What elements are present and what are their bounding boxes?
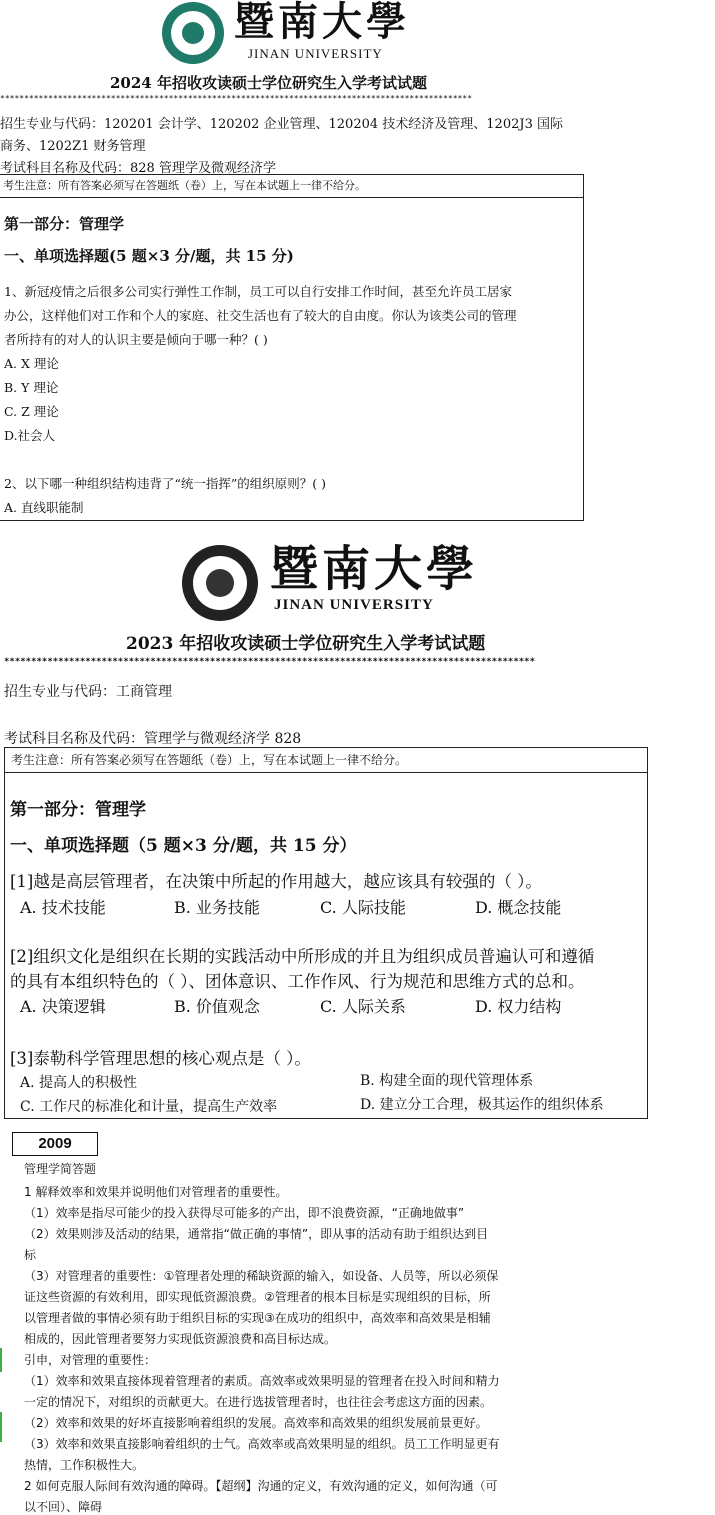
note-line: （3）效率和效果直接影响着组织的士气。高效率或高效果明显的组织。员工工作明显更有	[24, 1437, 500, 1451]
year-label: 2009	[12, 1132, 98, 1156]
notes-heading: 管理学简答题	[24, 1162, 97, 1176]
q2-option-a: A. 直线职能制	[4, 500, 84, 515]
q1-option-a: A. 技术技能	[20, 898, 106, 917]
university-name-en: JINAN UNIVERSITY	[248, 46, 383, 61]
q1-option-c: C. 人际技能	[320, 898, 406, 917]
note-line: （2）效率和效果的好坏直接影响着组织的发展。高效率和高效果的组织发展前景更好。	[24, 1416, 488, 1430]
notice: 考生注意：所有答案必须写在答题纸（卷）上，写在本试题上一律不给分。	[0, 175, 583, 198]
major-line-1: 招生专业与代码：120201 会计学、120202 企业管理、120204 技术经济及管理、1202J3 国际	[0, 117, 563, 132]
university-name-en: JINAN UNIVERSITY	[274, 597, 434, 613]
major-line-2: 商务、1202Z1 财务管理	[0, 139, 146, 154]
q2-option-c: C. 人际关系	[320, 997, 406, 1016]
note-line: 热情，工作积极性大。	[24, 1458, 145, 1472]
part-heading: 第一部分：管理学	[4, 215, 125, 233]
university-seal-icon	[182, 545, 258, 621]
note-line: 证这些资源的有效利用，即实现低资源浪费。②管理者的根本目标是实现组织的目标，所	[24, 1290, 491, 1304]
q1-line-3: 者所持有的对人的认识主要是倾向于哪一种？( )	[4, 332, 268, 347]
q2-line: 2、以下哪一种组织结构违背了“统一指挥”的组织原则？( )	[4, 476, 326, 491]
note-line: （2）效果则涉及活动的结果，通常指“做正确的事情”，即从事的活动有助于组织达到目	[24, 1227, 489, 1241]
q2-option-b: B. 价值观念	[174, 997, 260, 1016]
q3-line: [3]泰勒科学管理思想的核心观点是（ ）。	[10, 1049, 311, 1068]
q1-option-d: D.社会人	[4, 428, 56, 443]
university-logo	[182, 541, 479, 621]
part-heading: 第一部分：管理学	[10, 800, 146, 820]
note-line: 以管理者做的事情必须有助于组织目标的实现③在成功的组织中，高效率和高效果是相辅	[24, 1311, 491, 1325]
exam-title: 2024 年招收攻读硕士学位研究生入学考试试题	[110, 74, 427, 92]
note-line: 相成的，因此管理者要努力实现低资源浪费和高目标达成。	[24, 1332, 337, 1346]
notes-2009-page	[0, 1122, 715, 1514]
q1-line: [1]越是高层管理者，在决策中所起的作用越大，越应该具有较强的（ ）。	[10, 872, 542, 891]
q1-option-c: C. Z 理论	[4, 404, 59, 419]
university-logo	[162, 2, 410, 64]
q2-option-a: A. 决策逻辑	[20, 997, 106, 1016]
university-seal-icon	[162, 2, 224, 64]
q3-option-b: B. 构建全面的现代管理体系	[360, 1073, 534, 1089]
q1-option-b: B. 业务技能	[174, 898, 260, 917]
star-divider: **************************************************************************************************	[4, 657, 536, 667]
q3-option-c: C. 工作尺的标准化和计量，提高生产效率	[20, 1099, 278, 1115]
q1-option-a: A. X 理论	[4, 356, 59, 371]
note-line: 一定的情况下，对组织的贡献更大。在进行选拔管理者时，也往往会考虑这方面的因素。	[24, 1395, 493, 1409]
q3-option-d: D. 建立分工合理，极其运作的组织体系	[360, 1097, 604, 1113]
note-line: 1 解释效率和效果并说明他们对管理者的重要性。	[24, 1185, 288, 1199]
subject-line: 考试科目名称及代码：管理学与微观经济学 828	[4, 731, 302, 747]
note-line: 2 如何克服人际间有效沟通的障碍。【超纲】沟通的定义，有效沟通的定义，如何沟通（可	[24, 1479, 498, 1493]
star-divider: **************************************************************************************************	[0, 94, 473, 103]
subject-line: 考试科目名称及代码：828 管理学及微观经济学	[0, 161, 276, 176]
q2-line-2: 的具有本组织特色的（ ）、团体意识、工作作风、行为规范和思维方式的总和。	[10, 972, 585, 991]
margin-marker	[0, 1412, 2, 1442]
exam-2024-page	[0, 0, 715, 515]
note-line: 引申，对管理的重要性：	[24, 1353, 157, 1367]
university-name-cn: 暨南大學	[234, 0, 410, 45]
note-line: （3）对管理者的重要性：①管理者处理的稀缺资源的输入，如设备、人员等，所以必须保	[24, 1269, 499, 1283]
note-line: 标	[24, 1248, 37, 1262]
q1-line-2: 办公，这样他们对工作和个人的家庭、社交生活也有了较大的自由度。你认为该类公司的管理	[4, 308, 517, 323]
section-heading: 一、单项选择题(5 题×3 分/题，共 15 分)	[4, 247, 294, 265]
major-line: 招生专业与代码：工商管理	[4, 684, 172, 700]
q1-option-b: B. Y 理论	[4, 380, 59, 395]
q2-option-d: D. 权力结构	[475, 997, 562, 1016]
notice: 考生注意：所有答案必须写在答题纸（卷）上，写在本试题上一律不给分。	[5, 748, 647, 773]
q3-option-a: A. 提高人的积极性	[20, 1075, 138, 1091]
q2-line-1: [2]组织文化是组织在长期的实践活动中所形成的并且为组织成员普遍认可和遵循	[10, 947, 595, 966]
note-line: 以不回）、障碍	[24, 1500, 103, 1514]
section-heading: 一、单项选择题（5 题×3 分/题，共 15 分）	[10, 836, 357, 856]
margin-marker	[0, 1348, 2, 1372]
q1-line-1: 1、新冠疫情之后很多公司实行弹性工作制，员工可以自行安排工作时间，甚至允许员工居家	[4, 284, 512, 299]
university-name-cn: 暨南大學	[270, 541, 479, 597]
exam-2023-page	[0, 533, 715, 1115]
exam-title: 2023 年招收攻读硕士学位研究生入学考试试题	[126, 634, 486, 654]
note-line: （1）效率和效果直接体现着管理者的素质。高效率或效果明显的管理者在投入时间和精力	[24, 1374, 500, 1388]
q1-option-d: D. 概念技能	[475, 898, 562, 917]
note-line: （1）效率是指尽可能少的投入获得尽可能多的产出，即不浪费资源，“正确地做事”	[24, 1206, 465, 1220]
